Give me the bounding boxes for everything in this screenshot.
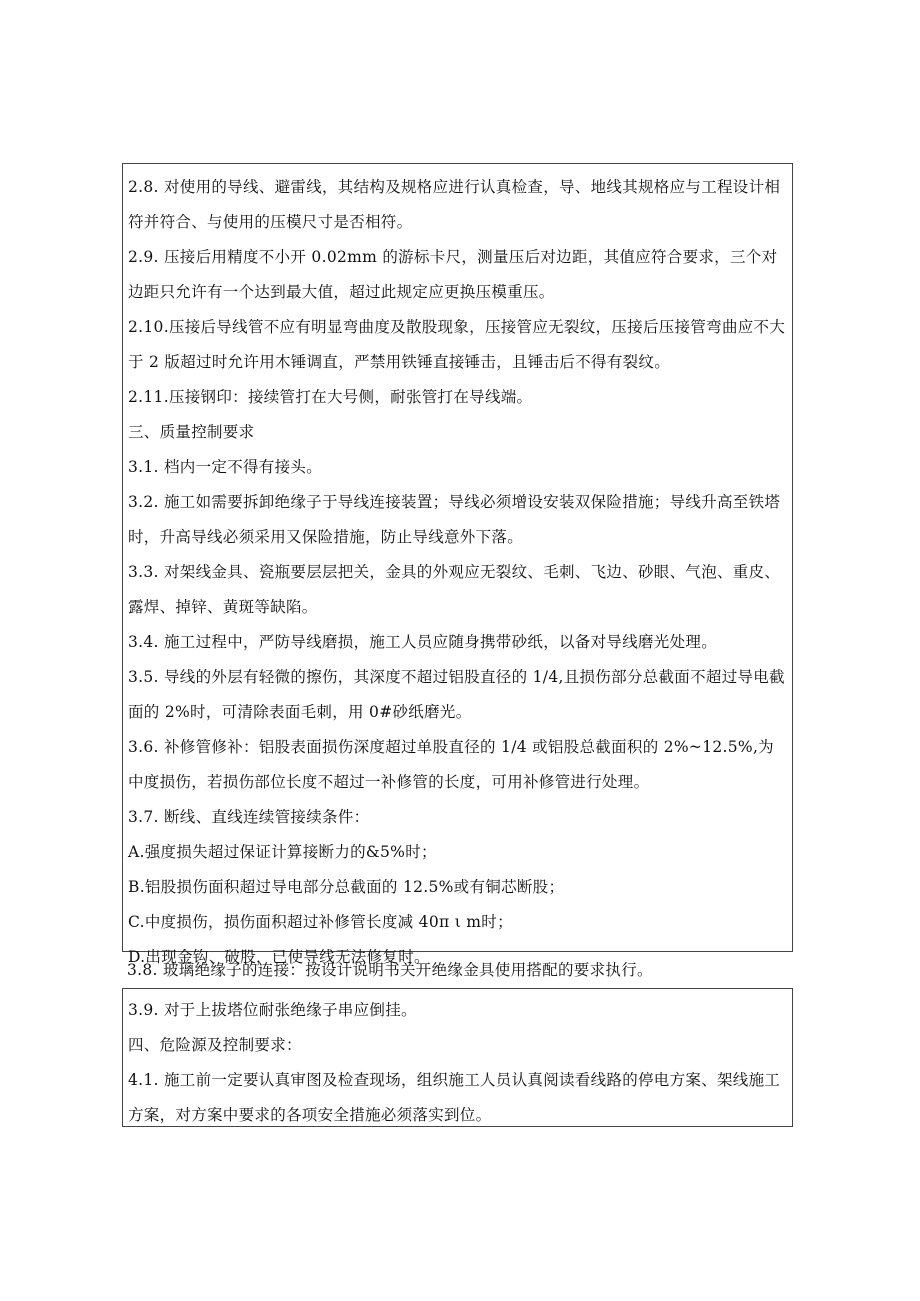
paragraph-2-9: 2.9. 压接后用精度不小开 0.02mm 的游标卡尺，测量压后对边距，其值应符合要求，三个对边距只允许有一个达到最大值，超过此规定应更换压模重压。 (128, 248, 778, 301)
paragraph-3-3: 3.3. 对架线金具、瓷瓶要层层把关，金具的外观应无裂纹、毛刺、飞边、砂眼、气泡、重皮、露焊、掉锌、黄斑等缺陷。 (128, 563, 781, 616)
paragraph-3-1: 3.1. 档内一定不得有接头。 (128, 458, 323, 476)
paragraph-3-8: 3.8. 玻璃绝缘子的连接：按设计说明书关开绝缘金具使用搭配的要求执行。 (127, 961, 653, 979)
document-frame-lower (122, 988, 793, 1127)
paragraph-2-8: 2.8. 对使用的导线、避雷线，其结构及规格应进行认真检查，导、地线其规格应与工程设计相符并符合、与使用的压模尺寸是否相符。 (128, 178, 781, 231)
section-heading-hazards: 四、危险源及控制要求： (128, 1036, 302, 1054)
document-frame-upper (122, 163, 793, 966)
condition-item-b: B.铝股损伤面积超过导电部分总截面的 12.5%或有铜芯断股； (128, 878, 565, 896)
paragraph-2-11: 2.11.压接钢印：接续管打在大号侧，耐张管打在导线端。 (128, 388, 533, 406)
paragraph-4-1: 4.1. 施工前一定要认真审图及检查现场，组织施工人员认真阅读看线路的停电方案、架线施工方案，对方案中要求的各项安全措施必须落实到位。 (128, 1071, 781, 1124)
paragraph-3-5: 3.5. 导线的外层有轻微的擦伤，其深度不超过铝股直径的 1/4,且损伤部分总截面不超过导电截面的 2%时，可清除表面毛刺，用 0#砂纸磨光。 (128, 668, 785, 721)
condition-item-c: C.中度损伤，损伤面积超过补修管长度减 40π ι m时； (128, 913, 513, 931)
paragraph-3-7: 3.7. 断线、直线连续管接续条件： (128, 808, 370, 826)
paragraph-3-6: 3.6. 补修管修补：铝股表面损伤深度超过单股直径的 1/4 或铝股总截面积的 2%~12.5%,为中度损伤，若损伤部位长度不超过一补修管的长度，可用补修管进行处理。 (128, 738, 774, 791)
paragraph-3-9: 3.9. 对于上拔塔位耐张绝缘子串应倒挂。 (128, 1001, 417, 1019)
condition-item-a: A.强度损失超过保证计算接断力的&5%时； (128, 843, 437, 861)
paragraph-3-2: 3.2. 施工如需要拆卸绝缘子于导线连接装置；导线必须增设安装双保险措施；导线升高至铁塔时，升高导线必须采用又保险措施，防止导线意外下落。 (128, 493, 781, 546)
paragraph-2-10: 2.10.压接后导线管不应有明显弯曲度及散股现象，压接管应无裂纹，压接后压接管弯曲应不大于 2 版超过时允许用木锤调直，严禁用铁锤直接锤击，且锤击后不得有裂纹。 (128, 318, 786, 371)
section-heading-quality: 三、质量控制要求 (128, 423, 255, 441)
condition-item-d: D.出现金钩、破股，已使导线无法修复时。 (128, 948, 430, 966)
paragraph-3-4: 3.4. 施工过程中，严防导线磨损，施工人员应随身携带砂纸，以备对导线磨光处理。 (128, 633, 718, 651)
